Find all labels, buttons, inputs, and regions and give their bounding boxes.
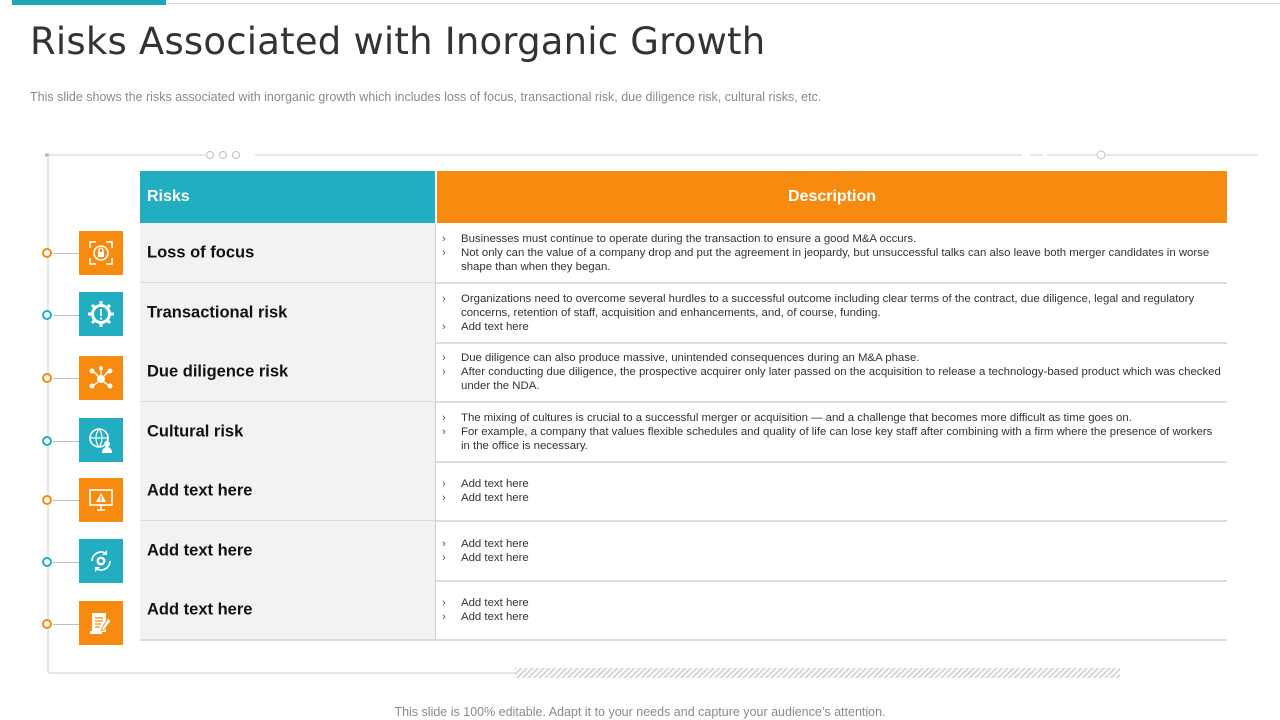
row-divider: [140, 639, 1227, 641]
table-row: [0, 283, 1280, 343]
slide-footer: This slide is 100% editable. Adapt it to your needs and capture your audience’s attention.: [394, 705, 886, 719]
description-bullet: [437, 232, 1227, 246]
timeline-dot: [42, 373, 52, 383]
description-text: Businesses must continue to operate during the transaction to ensure a good M&A occurs.: [461, 232, 917, 245]
description-text: Add text here: [461, 537, 529, 550]
bullet-chevron-icon: ›: [442, 477, 446, 490]
bullet-chevron-icon: ›: [442, 365, 446, 378]
risk-icon-box: [79, 478, 123, 522]
risk-cell: [140, 580, 436, 639]
description-text: Add text here: [461, 491, 529, 504]
description-cell: [437, 223, 1227, 282]
table-row: [0, 461, 1280, 521]
description-bullet: [437, 537, 1227, 551]
header-risks: Risks: [140, 171, 435, 223]
risk-name: Transactional risk: [147, 303, 288, 321]
description-text: After conducting due diligence, the prospective acquirer only later passed on the acquisition to release a technology-based product which was checked under the NDA.: [461, 365, 1221, 392]
bullet-chevron-icon: ›: [442, 232, 446, 245]
risk-cell: [140, 283, 436, 342]
bullet-chevron-icon: ›: [442, 425, 446, 438]
bullet-chevron-icon: ›: [442, 596, 446, 609]
bullet-chevron-icon: ›: [442, 537, 446, 550]
risk-cell: [140, 223, 436, 282]
risk-name: Loss of focus: [147, 243, 255, 261]
description-bullet: [437, 411, 1227, 425]
description-bullet: [437, 246, 1227, 274]
timeline-dot: [42, 495, 52, 505]
description-text: The mixing of cultures is crucial to a successful merger or acquisition — and a challenge that becomes more difficult as time goes on.: [461, 411, 1132, 424]
description-cell: [437, 461, 1227, 520]
description-text: Due diligence can also produce massive, unintended consequences during an M&A phase.: [461, 351, 920, 364]
risk-name: Add text here: [147, 600, 253, 618]
cycle-gear-icon: [88, 548, 114, 574]
gear-alert-icon: [88, 301, 114, 327]
timeline-connector: [53, 378, 79, 379]
timeline-connector: [53, 315, 79, 316]
description-bullet: [437, 292, 1227, 320]
table-row: [0, 223, 1280, 283]
globe-person-icon: [88, 427, 114, 453]
description-bullet: [437, 551, 1227, 565]
risk-icon-box: [79, 356, 123, 400]
description-bullet: [437, 425, 1227, 453]
slide-title: Risks Associated with Inorganic Growth: [30, 20, 766, 63]
risk-name: Add text here: [147, 541, 253, 559]
bullet-chevron-icon: ›: [442, 610, 446, 623]
description-cell: [437, 402, 1227, 461]
bullet-chevron-icon: ›: [442, 411, 446, 424]
timeline-dot: [42, 436, 52, 446]
risk-cell: [140, 342, 436, 401]
description-text: Add text here: [461, 320, 529, 333]
risk-icon-box: [79, 292, 123, 336]
description-text: For example, a company that values flexible schedules and quality of life can lose key staff after combining with a firm where the presence of workers in the office is necessary.: [461, 425, 1213, 452]
description-cell: [437, 580, 1227, 639]
bullet-chevron-icon: ›: [442, 320, 446, 333]
table-row: [0, 521, 1280, 581]
bullet-chevron-icon: ›: [442, 292, 446, 305]
timeline-connector: [53, 500, 79, 501]
risk-icon-box: [79, 418, 123, 462]
timeline-connector: [53, 624, 79, 625]
description-text: Add text here: [461, 551, 529, 564]
risk-cell: [140, 402, 436, 461]
bullet-chevron-icon: ›: [442, 351, 446, 364]
description-text: Add text here: [461, 596, 529, 609]
timeline-connector: [53, 253, 79, 254]
description-text: Add text here: [461, 610, 529, 623]
bullet-chevron-icon: ›: [442, 246, 446, 259]
bullet-chevron-icon: ›: [442, 551, 446, 564]
description-bullet: [437, 491, 1227, 505]
risk-network-icon: [88, 365, 114, 391]
risk-name: Add text here: [147, 481, 253, 499]
risk-icon-box: [79, 601, 123, 645]
risk-cell: [140, 461, 436, 520]
description-bullet: [437, 477, 1227, 491]
risk-name: Due diligence risk: [147, 362, 289, 380]
description-cell: [437, 342, 1227, 401]
risk-icon-box: [79, 539, 123, 583]
risk-icon-box: [79, 231, 123, 275]
description-bullet: [437, 610, 1227, 624]
description-bullet: [437, 351, 1227, 365]
description-cell: [437, 521, 1227, 580]
description-bullet: [437, 596, 1227, 610]
description-bullet: [437, 365, 1227, 393]
target-lock-icon: [88, 240, 114, 266]
timeline-connector: [53, 441, 79, 442]
description-text: Add text here: [461, 477, 529, 490]
risk-name: Cultural risk: [147, 422, 244, 440]
timeline-connector: [53, 562, 79, 563]
slide-subtitle: This slide shows the risks associated with inorganic growth which includes loss of focus, transactional risk, due diligence risk, cultural risks, etc.: [30, 90, 822, 104]
table-row: [0, 342, 1280, 402]
risk-cell: [140, 521, 436, 580]
timeline-dot: [42, 619, 52, 629]
timeline-dot: [42, 557, 52, 567]
timeline-dot: [42, 310, 52, 320]
document-pen-icon: [88, 610, 114, 636]
timeline-dot: [42, 248, 52, 258]
table-row: [0, 402, 1280, 462]
table-row: [0, 580, 1280, 640]
description-text: Not only can the value of a company drop and put the agreement in jeopardy, but unsuccessful talks can also leave both merger candidates in worse shape than when they began.: [461, 246, 1210, 273]
header-description: Description: [437, 171, 1227, 223]
monitor-warning-icon: [88, 487, 114, 513]
description-bullet: [437, 320, 1227, 334]
bullet-chevron-icon: ›: [442, 491, 446, 504]
description-cell: [437, 283, 1227, 342]
description-text: Organizations need to overcome several hurdles to a successful outcome including clear terms of the contract, due diligence, legal and regulatory concerns, retention of staff, acquisition and enhancements, and, of course, funding.: [461, 292, 1195, 319]
